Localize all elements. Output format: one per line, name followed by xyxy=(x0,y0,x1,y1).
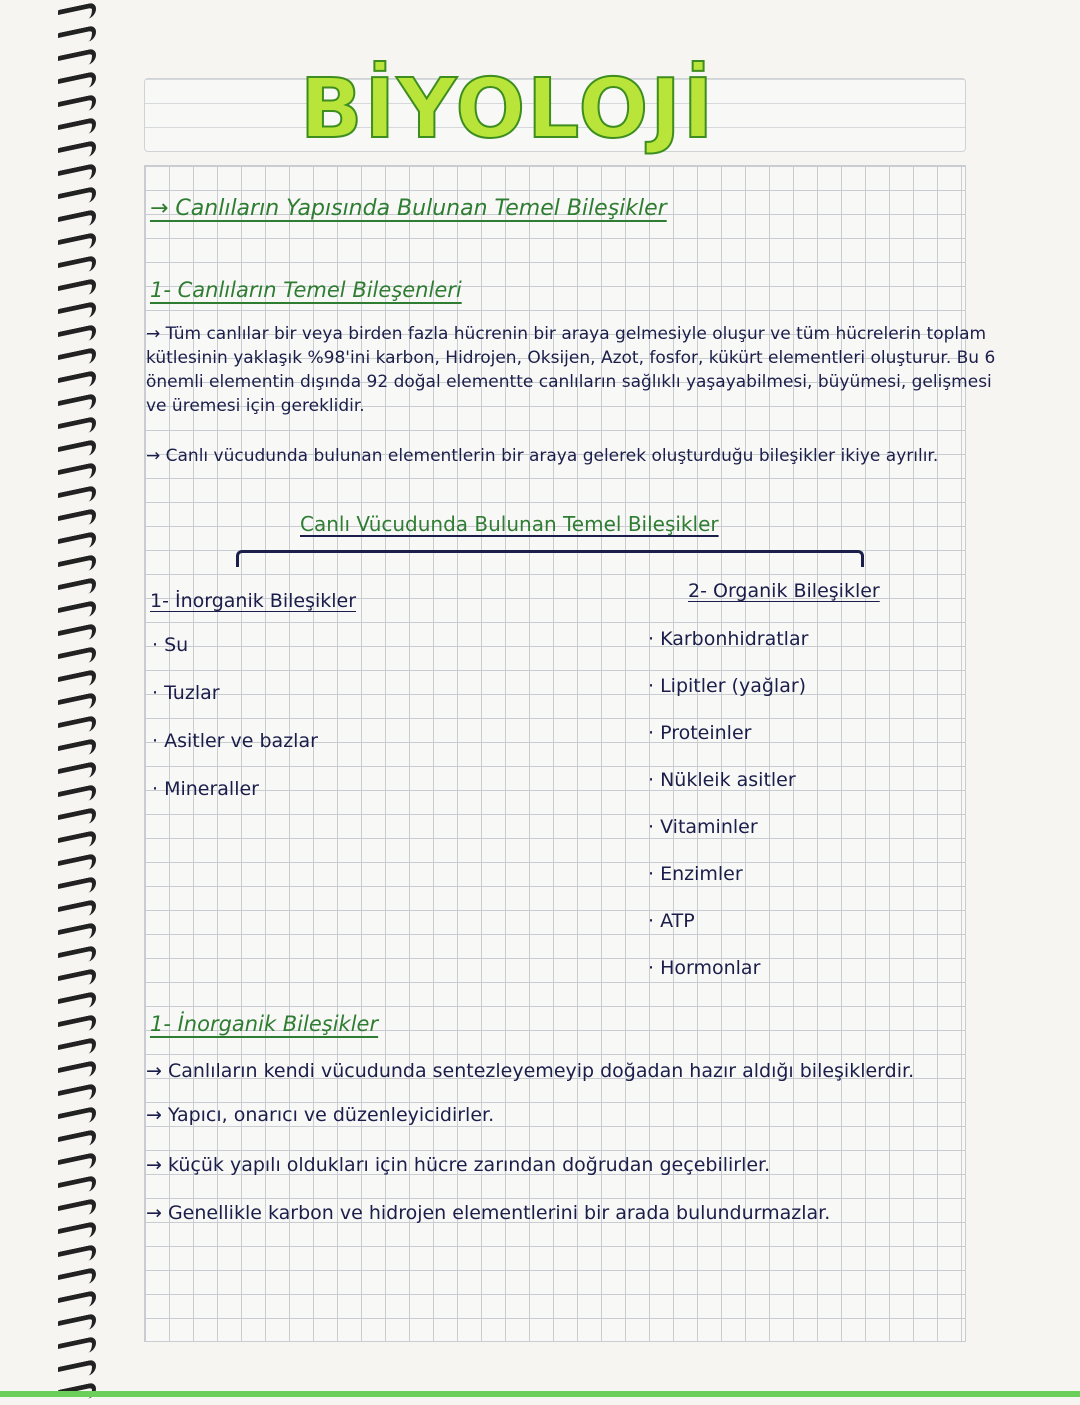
spiral-coil xyxy=(58,1060,96,1083)
spiral-coil xyxy=(58,853,96,876)
spiral-binding xyxy=(58,0,98,1397)
spiral-coil xyxy=(58,416,96,439)
spiral-coil xyxy=(58,577,96,600)
spiral-coil xyxy=(58,1129,96,1152)
inorganic-item: · Tuzlar xyxy=(152,682,220,704)
spiral-coil xyxy=(58,968,96,991)
spiral-coil xyxy=(58,945,96,968)
spiral-coil xyxy=(58,462,96,485)
spiral-coil xyxy=(58,1359,96,1382)
inorganic-item: · Mineraller xyxy=(152,778,259,800)
spiral-coil xyxy=(58,1083,96,1106)
spiral-coil xyxy=(58,1037,96,1060)
spiral-coil xyxy=(58,94,96,117)
spiral-coil xyxy=(58,554,96,577)
spiral-coil xyxy=(58,255,96,278)
section1-paragraph2: → Canlı vücudunda bulunan elementlerin bir araya gelerek oluşturduğu bileşikler ikiye ayrılır. xyxy=(146,446,939,466)
organic-title: 2- Organik Bileşikler xyxy=(688,580,880,602)
spiral-coil xyxy=(58,439,96,462)
spiral-coil xyxy=(58,232,96,255)
spiral-coil xyxy=(58,25,96,48)
spiral-coil xyxy=(58,761,96,784)
spiral-coil xyxy=(58,1313,96,1336)
organic-item: · Vitaminler xyxy=(648,816,758,838)
spiral-coil xyxy=(58,876,96,899)
spiral-coil xyxy=(58,186,96,209)
spiral-coil xyxy=(58,1267,96,1290)
section1-paragraph1: → Tüm canlılar bir veya birden fazla hücrenin bir araya gelmesiyle oluşur ve tüm hücrelerin toplam kütlesinin yaklaşık %98'ini karbon, Hidrojen, Oksijen, Azot, fosfor, kükürt elementleri oluşturur. Bu 6 önemli elementin dışında 92 doğal elementte canlıların sağlıklı yaşayabilmesi, büyümesi, gelişmesi ve üremesi için gereklidir. xyxy=(146,324,996,416)
inorganic-item: · Asitler ve bazlar xyxy=(152,730,318,752)
spiral-coil xyxy=(58,1290,96,1313)
spiral-coil xyxy=(58,830,96,853)
spiral-coil xyxy=(58,922,96,945)
spiral-coil xyxy=(58,117,96,140)
spiral-coil xyxy=(58,2,96,25)
spiral-coil xyxy=(58,807,96,830)
spiral-coil xyxy=(58,485,96,508)
spiral-coil xyxy=(58,324,96,347)
spiral-coil xyxy=(58,1336,96,1359)
spiral-coil xyxy=(58,301,96,324)
spiral-coil xyxy=(58,71,96,94)
spiral-coil xyxy=(58,646,96,669)
spiral-coil xyxy=(58,393,96,416)
spiral-coil xyxy=(58,600,96,623)
spiral-coil xyxy=(58,1244,96,1267)
spiral-coil xyxy=(58,738,96,761)
spiral-coil xyxy=(58,899,96,922)
spiral-coil xyxy=(58,370,96,393)
spiral-coil xyxy=(58,1175,96,1198)
spiral-coil xyxy=(58,163,96,186)
spiral-coil xyxy=(58,531,96,554)
diagram-title: Canlı Vücudunda Bulunan Temel Bileşikler xyxy=(300,512,719,536)
section2-line: → küçük yapılı oldukları için hücre zarından doğrudan geçebilirler. xyxy=(146,1154,771,1176)
spiral-coil xyxy=(58,209,96,232)
spiral-coil xyxy=(58,1198,96,1221)
bottom-edge xyxy=(0,1391,1080,1397)
organic-item: · Proteinler xyxy=(648,722,752,744)
spiral-coil xyxy=(58,623,96,646)
section2-line: → Canlıların kendi vücudunda sentezleyemeyip doğadan hazır aldığı bileşiklerdir. xyxy=(146,1060,915,1082)
organic-item: · ATP xyxy=(648,910,695,932)
section1-title: 1- Canlıların Temel Bileşenleri xyxy=(150,278,462,302)
spiral-coil xyxy=(58,784,96,807)
spiral-coil xyxy=(58,669,96,692)
spiral-coil xyxy=(58,692,96,715)
spiral-coil xyxy=(58,1106,96,1129)
spiral-coil xyxy=(58,508,96,531)
spiral-coil xyxy=(58,347,96,370)
inorganic-item: · Su xyxy=(152,634,189,656)
section2-line: → Yapıcı, onarıcı ve düzenleyicidirler. xyxy=(146,1104,495,1126)
organic-item: · Karbonhidratlar xyxy=(648,628,809,650)
spiral-coil xyxy=(58,715,96,738)
main-heading: → Canlıların Yapısında Bulunan Temel Bileşikler xyxy=(150,196,667,221)
organic-item: · Lipitler (yağlar) xyxy=(648,675,807,697)
organic-item: · Hormonlar xyxy=(648,957,761,979)
page-title: BİYOLOJİ xyxy=(300,62,716,157)
organic-item: · Enzimler xyxy=(648,863,743,885)
organic-item: · Nükleik asitler xyxy=(648,769,796,791)
spiral-coil xyxy=(58,1221,96,1244)
section2-title: 1- İnorganik Bileşikler xyxy=(150,1012,379,1036)
spiral-coil xyxy=(58,991,96,1014)
spiral-coil xyxy=(58,1014,96,1037)
diagram-bracket xyxy=(236,550,864,567)
spiral-coil xyxy=(58,1152,96,1175)
section2-line: → Genellikle karbon ve hidrojen elementlerini bir arada bulundurmazlar. xyxy=(146,1202,831,1224)
spiral-coil xyxy=(58,278,96,301)
inorganic-title: 1- İnorganik Bileşikler xyxy=(150,590,357,612)
spiral-coil xyxy=(58,48,96,71)
spiral-coil xyxy=(58,140,96,163)
